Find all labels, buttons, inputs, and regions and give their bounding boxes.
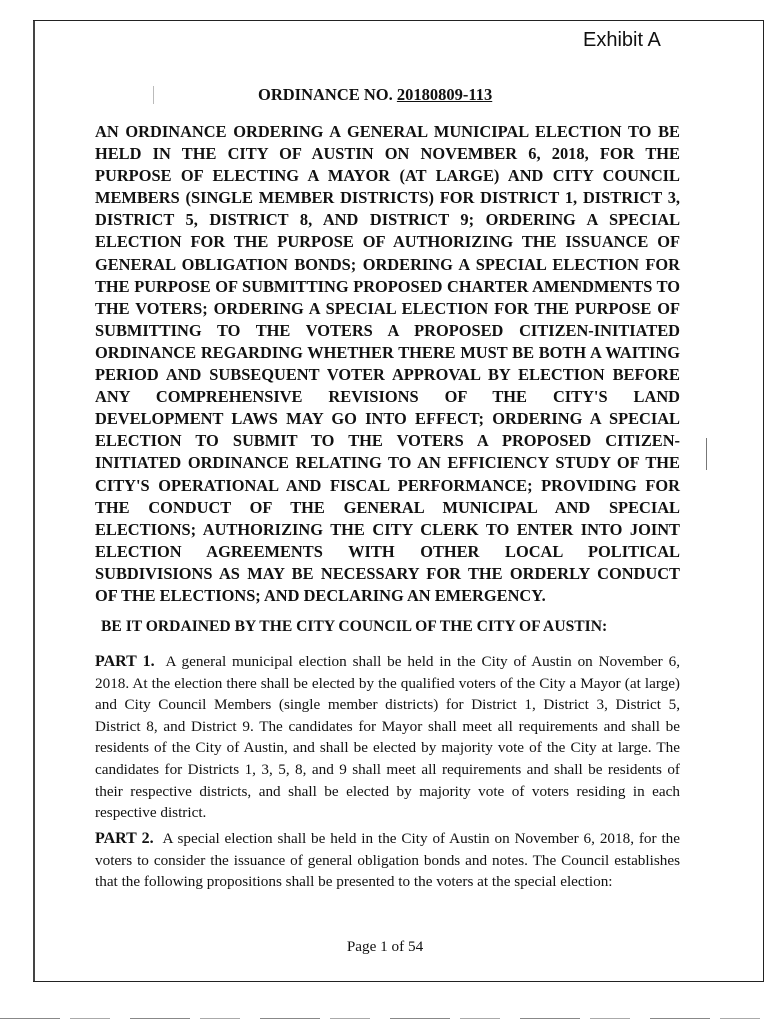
bottom-rule (0, 1018, 770, 1019)
part-2 (95, 828, 680, 893)
part-2-text: A special election shall be held in the City of Austin on November 6, 2018, for the voters to consider the issuance of general obligation bonds and notes. The Council establishes that the following propositions shall be presented to the voters at the special election: (95, 830, 680, 891)
ordinance-title: AN ORDINANCE ORDERING A GENERAL MUNICIPAL ELECTION TO BE HELD IN THE CITY OF AUSTIN ON NOVEMBER 6, 2018, FOR THE PURPOSE OF ELECTING A MAYOR (AT LARGE) AND CITY COUNCIL MEMBERS (SINGLE MEMBER DISTRICTS) FOR DISTRICT 1, DISTRICT 3, DISTRICT 5, DISTRICT 8, AND DISTRICT 9; ORDERING A SPECIAL ELECTION FOR THE PURPOSE OF AUTHORIZING THE ISSUANCE OF GENERAL OBLIGATION BONDS; ORDERING A SPECIAL ELECTION FOR THE PURPOSE OF SUBMITTING PROPOSED CHARTER AMENDMENTS TO THE VOTERS; ORDERING A SPECIAL ELECTION FOR THE PURPOSE OF SUBMITTING TO THE VOTERS A PROPOSED CITIZEN-INITIATED ORDINANCE REGARDING WHETHER THERE MUST BE BOTH A WAITING PERIOD AND SUBSEQUENT VOTER APPROVAL BY ELECTION BEFORE ANY COMPREHENSIVE REVISIONS OF THE CITY'S LAND DEVELOPMENT LAWS MAY GO INTO EFFECT; ORDERING A SPECIAL ELECTION TO SUBMIT TO THE VOTERS A PROPOSED CITIZEN-INITIATED ORDINANCE RELATING TO AN EFFICIENCY STUDY OF THE CITY'S OPERATIONAL AND FISCAL PERFORMANCE; PROVIDING FOR THE CONDUCT OF THE GENERAL MUNICIPAL AND SPECIAL ELECTIONS; AUTHORIZING THE CITY CLERK TO ENTER INTO JOINT ELECTION AGREEMENTS WITH OTHER LOCAL POLITICAL SUBDIVISIONS AS MAY BE NECESSARY FOR THE ORDERLY CONDUCT OF THE ELECTIONS; AND DECLARING AN EMERGENCY. (95, 122, 680, 605)
part-1-label: PART 1. (95, 653, 155, 670)
margin-mark (706, 438, 707, 470)
enacting-clause: BE IT ORDAINED BY THE CITY COUNCIL OF THE CITY OF AUSTIN: (101, 618, 608, 635)
exhibit-label: Exhibit A (583, 29, 661, 51)
ordinance-number-heading (258, 85, 492, 105)
ordinance-prefix: ORDINANCE NO. (258, 85, 393, 104)
scan-artifact (153, 86, 154, 104)
part-2-label: PART 2. (95, 830, 154, 847)
part-1-text: A general municipal election shall be held in the City of Austin on November 6, 2018. At the election there shall be elected by the qualified voters of the City a Mayor (at large) and City Council Members (single member districts) for District 1, District 3, District 5, District 8, and District 9. The candidates for Mayor shall meet all requirements and shall be residents of the City of Austin, and shall be elected by majority vote of the City at large. The candidates for Districts 1, 3, 5, 8, and 9 shall meet all requirements and shall be residents of their respective districts, and shall be elected by majority vote of voters residing in each respective district. (95, 653, 680, 822)
part-1 (95, 651, 680, 824)
page-number: Page 1 of 54 (346, 938, 424, 955)
ordinance-number: 20180809-113 (396, 85, 493, 104)
